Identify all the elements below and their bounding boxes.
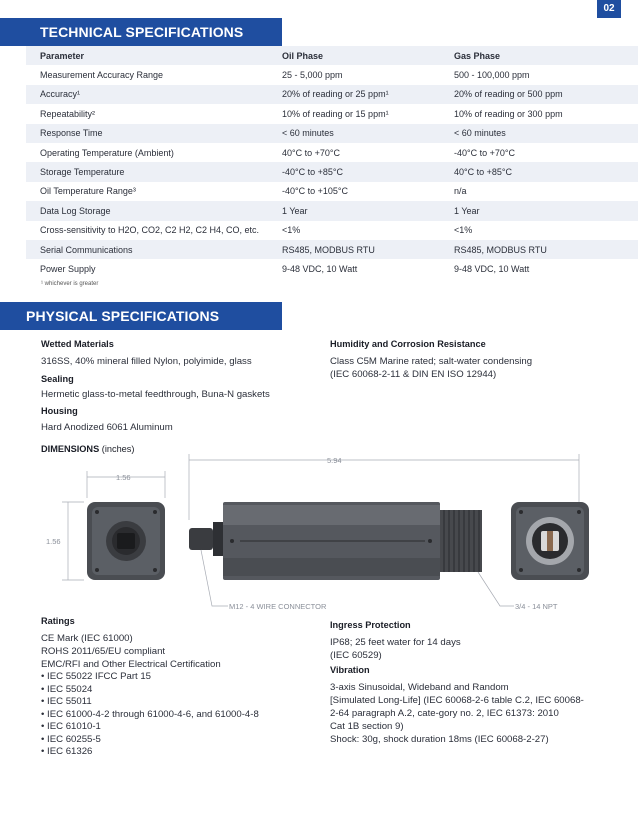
sealing-text: Hermetic glass-to-metal feedthrough, Buna-N gaskets [41, 389, 270, 400]
table-cell: Response Time [26, 124, 268, 143]
table-cell: -40°C to +105°C [282, 186, 348, 197]
table-header-row [26, 46, 638, 65]
table-row [26, 162, 638, 181]
table-cell: RS485, MODBUS RTU [268, 240, 440, 259]
humidity-line-1: Class C5M Marine rated; salt-water condensing [330, 356, 533, 367]
vibration-line-3: 2-64 paragraph A.2, cate-gory no. 2, IEC 61373: 2010 [330, 708, 559, 719]
table-row [26, 259, 638, 278]
table-cell: n/a [454, 186, 467, 197]
dimension-drawing [0, 440, 638, 615]
table-cell: Accuracy¹ [26, 85, 268, 104]
ratings-line-3: EMC/RFI and Other Electrical Certification [41, 659, 221, 670]
table-row [26, 124, 638, 143]
vibration-line-5: Shock: 30g, shock duration 18ms (IEC 60068-2-27) [330, 734, 549, 745]
table-cell: Storage Temperature [26, 162, 268, 181]
ingress-label: Ingress Protection [330, 620, 411, 630]
table-cell: 10% of reading or 15 ppm¹ [282, 108, 389, 119]
ingress-line-1: IP68; 25 feet water for 14 days [330, 637, 461, 648]
table-cell: 20% of reading or 25 ppm¹ [268, 85, 440, 104]
table-cell: <1% [454, 225, 473, 236]
table-cell: <1% [282, 225, 301, 236]
table-row [26, 240, 638, 259]
table-row [26, 85, 638, 104]
ratings-line-1: CE Mark (IEC 61000) [41, 633, 133, 644]
list-item: • IEC 61010-1 [41, 721, 259, 734]
table-cell: 9-48 VDC, 10 Watt [282, 263, 358, 274]
list-item: • IEC 55022 IFCC Part 15 [41, 671, 259, 684]
footnote: ¹ whichever is greater [41, 281, 99, 287]
column-header: Parameter [26, 46, 268, 65]
table-cell: 20% of reading or 500 ppm [440, 85, 638, 104]
vibration-line-1: 3-axis Sinusoidal, Wideband and Random [330, 682, 509, 693]
thread-callout: 3/4 - 14 NPT [515, 602, 558, 611]
table-cell: Operating Temperature (Ambient) [40, 147, 174, 158]
housing-text: Hard Anodized 6061 Aluminum [41, 422, 173, 433]
ratings-line-2: ROHS 2011/65/EU compliant [41, 646, 166, 657]
wetted-materials-text: 316SS, 40% mineral filled Nylon, polyimide, glass [41, 356, 252, 367]
table-cell: 25 - 5,000 ppm [282, 70, 343, 81]
dimensions-unit: (inches) [101, 444, 135, 454]
connector-callout: M12 - 4 WIRE CONNECTOR [229, 602, 327, 611]
table-cell: Serial Communications [26, 240, 268, 259]
table-cell: < 60 minutes [268, 124, 440, 143]
technical-specifications-table [26, 46, 638, 279]
list-item: • IEC 61326 [41, 746, 259, 759]
table-cell: -40°C to +70°C [454, 147, 515, 158]
list-item: • IEC 60255-5 [41, 734, 259, 747]
list-item: • IEC 55011 [41, 696, 259, 709]
table-cell: Power Supply [40, 263, 96, 274]
column-header: Gas Phase [440, 46, 638, 65]
table-cell: 1 Year [268, 201, 440, 220]
physical-specifications-heading: PHYSICAL SPECIFICATIONS [0, 302, 282, 330]
width-dimension-label: 1.56 [116, 473, 131, 482]
table-cell: 10% of reading or 300 ppm [454, 108, 563, 119]
side-view-sensor-body [189, 502, 482, 580]
table-cell: Repeatability² [40, 108, 96, 119]
table-cell: RS485, MODBUS RTU [440, 240, 638, 259]
table-cell: 9-48 VDC, 10 Watt [454, 263, 530, 274]
table-cell: Oil Temperature Range³ [40, 186, 136, 197]
table-row [26, 182, 638, 201]
end-view-connector-side [87, 502, 165, 580]
humidity-label: Humidity and Corrosion Resistance [330, 339, 486, 349]
ratings-bullet-list [41, 671, 259, 759]
table-row [26, 201, 638, 220]
end-view-thread-side [511, 502, 589, 580]
ratings-label: Ratings [41, 616, 75, 626]
technical-specifications-heading: TECHNICAL SPECIFICATIONS [0, 18, 282, 46]
list-item: • IEC 55024 [41, 684, 259, 697]
wetted-materials-label: Wetted Materials [41, 339, 114, 349]
table-cell: 40°C to +85°C [440, 162, 638, 181]
column-header: Oil Phase [268, 46, 440, 65]
table-cell: Measurement Accuracy Range [40, 70, 164, 81]
table-cell: Data Log Storage [26, 201, 268, 220]
length-dimension-label: 5.94 [327, 456, 342, 465]
table-cell: -40°C to +85°C [268, 162, 440, 181]
table-cell: 1 Year [440, 201, 638, 220]
table-cell: < 60 minutes [440, 124, 638, 143]
list-item: • IEC 61000-4-2 through 61000-4-6, and 61000-4-8 [41, 709, 259, 722]
housing-label: Housing [41, 406, 78, 416]
page-number: 02 [597, 0, 621, 18]
height-dimension-label: 1.56 [46, 537, 61, 546]
table-row [26, 104, 638, 123]
table-row [26, 65, 638, 84]
humidity-line-2: (IEC 60068-2-11 & DIN EN ISO 12944) [330, 369, 497, 380]
vibration-label: Vibration [330, 665, 370, 675]
table-row [26, 221, 638, 240]
dimensions-label: DIMENSIONS [41, 444, 100, 454]
table-row [26, 143, 638, 162]
table-cell: 40°C to +70°C [282, 147, 340, 158]
table-cell: 500 - 100,000 ppm [454, 70, 530, 81]
table-cell: Cross-sensitivity to H2O, CO2, C2 H2, C2 H4, CO, etc. [40, 225, 260, 236]
ingress-line-2: (IEC 60529) [330, 650, 382, 661]
vibration-line-2: [Simulated Long-Life] (IEC 60068-2-6 table C.2, IEC 60068- [330, 695, 584, 706]
sealing-label: Sealing [41, 374, 74, 384]
vibration-line-4: Cat 1B section 9) [330, 721, 404, 732]
